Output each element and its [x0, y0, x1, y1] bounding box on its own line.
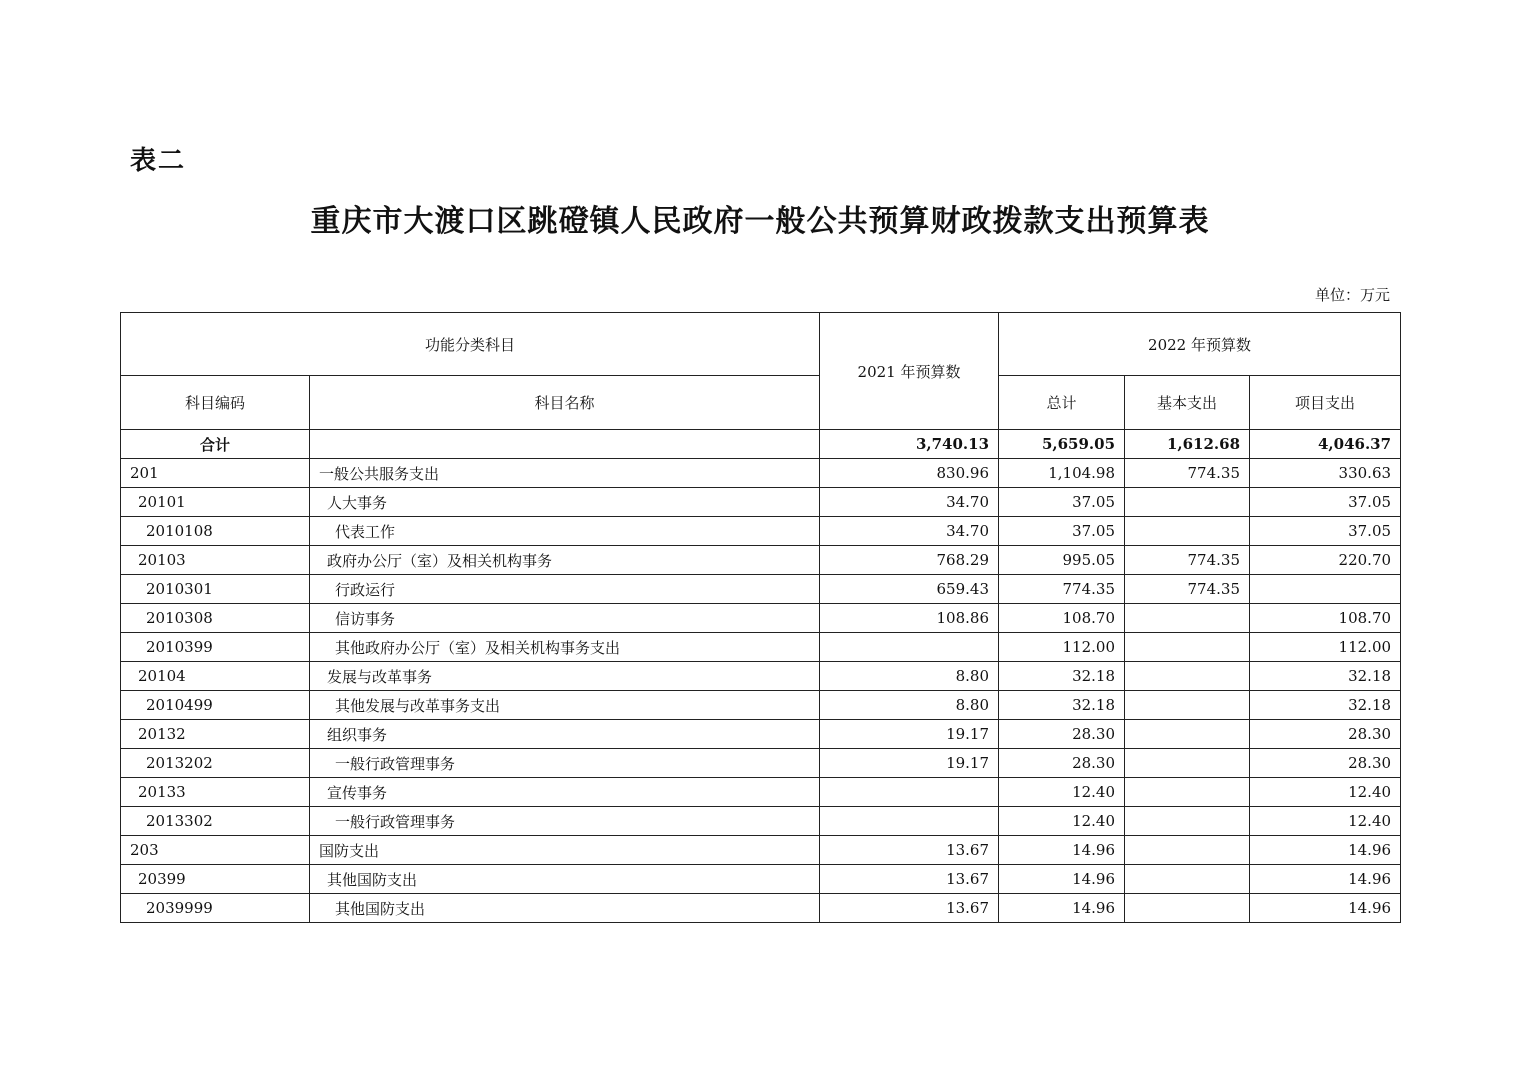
cell-b2021: 34.70: [820, 488, 999, 517]
cell-name: [310, 430, 820, 459]
cell-total: 28.30: [999, 749, 1125, 778]
cell-basic: 774.35: [1125, 459, 1250, 488]
table-row: [121, 575, 1401, 604]
cell-code: 20101: [121, 488, 310, 517]
cell-name: 国防支出: [310, 836, 820, 865]
cell-basic: [1125, 749, 1250, 778]
cell-total: 5,659.05: [999, 430, 1125, 459]
cell-project: 37.05: [1250, 517, 1401, 546]
table-row: [121, 691, 1401, 720]
total-row: [121, 430, 1401, 459]
cell-code: 20133: [121, 778, 310, 807]
table-row: [121, 662, 1401, 691]
cell-project: 32.18: [1250, 691, 1401, 720]
cell-basic: [1125, 604, 1250, 633]
cell-name: 一般行政管理事务: [310, 807, 820, 836]
table-row: [121, 749, 1401, 778]
cell-b2021: 19.17: [820, 749, 999, 778]
cell-total: 14.96: [999, 894, 1125, 923]
cell-total: 1,104.98: [999, 459, 1125, 488]
cell-basic: [1125, 662, 1250, 691]
cell-basic: [1125, 517, 1250, 546]
cell-b2021: [820, 633, 999, 662]
cell-basic: [1125, 778, 1250, 807]
cell-code: 20103: [121, 546, 310, 575]
cell-b2021: 13.67: [820, 836, 999, 865]
cell-project: 4,046.37: [1250, 430, 1401, 459]
cell-total: 995.05: [999, 546, 1125, 575]
cell-basic: [1125, 807, 1250, 836]
cell-code: 2010399: [121, 633, 310, 662]
table-row: [121, 836, 1401, 865]
cell-code: 20132: [121, 720, 310, 749]
cell-project: 14.96: [1250, 865, 1401, 894]
cell-total: 28.30: [999, 720, 1125, 749]
table-row: [121, 488, 1401, 517]
table-row: [121, 894, 1401, 923]
cell-code: 2013202: [121, 749, 310, 778]
cell-project: 330.63: [1250, 459, 1401, 488]
cell-basic: [1125, 894, 1250, 923]
cell-project: 112.00: [1250, 633, 1401, 662]
cell-total: 32.18: [999, 662, 1125, 691]
header-code: 科目编码: [121, 376, 310, 430]
table-row: [121, 604, 1401, 633]
cell-project: 108.70: [1250, 604, 1401, 633]
cell-name: 政府办公厅（室）及相关机构事务: [310, 546, 820, 575]
header-project: 项目支出: [1250, 376, 1401, 430]
cell-b2021: 13.67: [820, 894, 999, 923]
cell-basic: 774.35: [1125, 575, 1250, 604]
page-title: 重庆市大渡口区跳磴镇人民政府一般公共预算财政拨款支出预算表: [310, 204, 1210, 239]
cell-total: 32.18: [999, 691, 1125, 720]
cell-b2021: 659.43: [820, 575, 999, 604]
cell-project: 220.70: [1250, 546, 1401, 575]
table-row: [121, 459, 1401, 488]
cell-total: 112.00: [999, 633, 1125, 662]
cell-name: 其他国防支出: [310, 865, 820, 894]
cell-code: 203: [121, 836, 310, 865]
cell-project: [1250, 575, 1401, 604]
cell-project: 32.18: [1250, 662, 1401, 691]
table-row: [121, 778, 1401, 807]
header-basic: 基本支出: [1125, 376, 1250, 430]
unit-label: 单位：万元: [1314, 286, 1390, 304]
cell-name: 宣传事务: [310, 778, 820, 807]
cell-total: 12.40: [999, 778, 1125, 807]
cell-basic: 1,612.68: [1125, 430, 1250, 459]
cell-name: 人大事务: [310, 488, 820, 517]
cell-total: 12.40: [999, 807, 1125, 836]
cell-total: 37.05: [999, 517, 1125, 546]
cell-basic: [1125, 691, 1250, 720]
cell-name: 发展与改革事务: [310, 662, 820, 691]
cell-code: 2010108: [121, 517, 310, 546]
cell-name: 一般公共服务支出: [310, 459, 820, 488]
cell-b2021: 830.96: [820, 459, 999, 488]
cell-code: 合计: [121, 430, 310, 459]
header-budget-2022: 2022 年预算数: [999, 313, 1401, 376]
table-row: [121, 517, 1401, 546]
cell-name: 一般行政管理事务: [310, 749, 820, 778]
cell-code: 2010301: [121, 575, 310, 604]
cell-b2021: 768.29: [820, 546, 999, 575]
cell-name: 代表工作: [310, 517, 820, 546]
cell-project: 12.40: [1250, 778, 1401, 807]
header-name: 科目名称: [310, 376, 820, 430]
cell-name: 组织事务: [310, 720, 820, 749]
cell-b2021: 19.17: [820, 720, 999, 749]
cell-b2021: 13.67: [820, 865, 999, 894]
cell-basic: [1125, 836, 1250, 865]
cell-b2021: 3,740.13: [820, 430, 999, 459]
table-label: 表二: [130, 146, 187, 176]
cell-project: 37.05: [1250, 488, 1401, 517]
cell-project: 12.40: [1250, 807, 1401, 836]
cell-b2021: [820, 778, 999, 807]
header-row-1: [121, 313, 1401, 376]
cell-total: 14.96: [999, 836, 1125, 865]
cell-basic: [1125, 633, 1250, 662]
header-total: 总计: [999, 376, 1125, 430]
cell-code: 2010499: [121, 691, 310, 720]
cell-name: 其他政府办公厅（室）及相关机构事务支出: [310, 633, 820, 662]
cell-total: 14.96: [999, 865, 1125, 894]
cell-b2021: 8.80: [820, 691, 999, 720]
cell-project: 28.30: [1250, 749, 1401, 778]
cell-code: 2010308: [121, 604, 310, 633]
table-body: [121, 430, 1401, 923]
table-row: [121, 633, 1401, 662]
cell-b2021: 8.80: [820, 662, 999, 691]
cell-code: 2039999: [121, 894, 310, 923]
cell-basic: [1125, 488, 1250, 517]
header-budget-2021: 2021 年预算数: [820, 313, 999, 430]
header-func-category: 功能分类科目: [121, 313, 820, 376]
table-row: [121, 720, 1401, 749]
cell-code: 20104: [121, 662, 310, 691]
table-row: [121, 546, 1401, 575]
cell-project: 14.96: [1250, 894, 1401, 923]
cell-basic: [1125, 720, 1250, 749]
cell-project: 14.96: [1250, 836, 1401, 865]
cell-code: 2013302: [121, 807, 310, 836]
cell-total: 108.70: [999, 604, 1125, 633]
cell-name: 行政运行: [310, 575, 820, 604]
cell-b2021: [820, 807, 999, 836]
cell-name: 信访事务: [310, 604, 820, 633]
cell-project: 28.30: [1250, 720, 1401, 749]
cell-total: 774.35: [999, 575, 1125, 604]
cell-total: 37.05: [999, 488, 1125, 517]
table-row: [121, 865, 1401, 894]
table-row: [121, 807, 1401, 836]
cell-name: 其他发展与改革事务支出: [310, 691, 820, 720]
budget-table: [120, 312, 1401, 923]
cell-basic: 774.35: [1125, 546, 1250, 575]
cell-b2021: 108.86: [820, 604, 999, 633]
cell-basic: [1125, 865, 1250, 894]
cell-name: 其他国防支出: [310, 894, 820, 923]
header-row-2: [121, 376, 1401, 430]
cell-b2021: 34.70: [820, 517, 999, 546]
cell-code: 201: [121, 459, 310, 488]
cell-code: 20399: [121, 865, 310, 894]
